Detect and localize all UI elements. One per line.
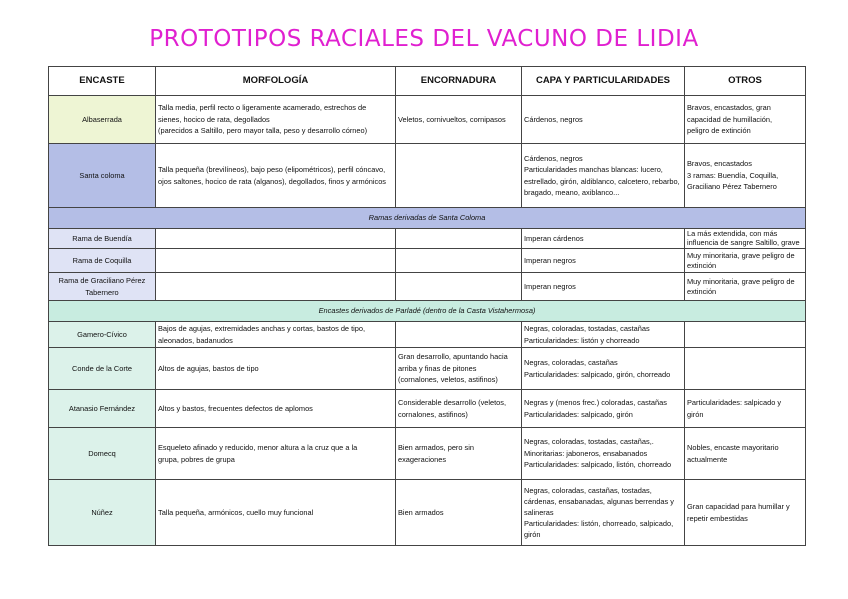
cell-text: Atanasio Fernández [68, 403, 136, 413]
cell-text: Muy minoritaria, grave peligro de [687, 250, 795, 260]
cell-encaste [49, 390, 156, 428]
cell-text: Graciliano Pérez Tabernero [687, 182, 777, 192]
cell-otros [685, 322, 806, 348]
cell-encaste [49, 348, 156, 390]
cell-text: Gamero-Cívico [77, 329, 127, 339]
section-row-parlade [49, 301, 806, 322]
cell-encornadura [396, 144, 522, 208]
cell-text: arriba y finas de pitones [398, 363, 477, 373]
cell-text: Particularidades: listón y chorreado [524, 335, 640, 345]
cell-encornadura [396, 322, 522, 348]
cell-text: La más extendida, con más [687, 229, 778, 238]
cell-text: Rama de Coquilla [72, 255, 132, 265]
cell-text: actualmente [687, 454, 728, 464]
cell-encornadura [396, 229, 522, 249]
header-encornadura: ENCORNADURA [396, 67, 522, 96]
cell-capa [522, 229, 685, 249]
header-morfologia: MORFOLOGÍA [156, 67, 396, 96]
cell-text: Talla pequeña (brevilíneos), bajo peso (elipométricos), perfil cóncavo, [158, 165, 386, 175]
cell-text: capacidad de humillación, [687, 114, 773, 124]
table-row-rama-buendia [49, 229, 806, 249]
cell-morfologia [156, 273, 396, 301]
cell-text: cornalones, astifinos) [398, 409, 468, 419]
cell-encaste [49, 480, 156, 546]
cell-encaste [49, 322, 156, 348]
section-title: Encastes derivados de Parladé (dentro de la Casta Vistahermosa) [49, 301, 806, 322]
cell-text: bragado, meano, axiblanco... [524, 187, 620, 197]
cell-encornadura [396, 273, 522, 301]
cell-text: (cornalones, veletos, astifinos) [398, 375, 498, 385]
cell-text: Particularidades manchas blancas: lucero, [524, 165, 663, 175]
table-row-rama-graciliano [49, 273, 806, 301]
cell-encaste [49, 428, 156, 480]
cell-otros [685, 249, 806, 273]
cell-otros [685, 273, 806, 301]
cell-capa [522, 348, 685, 390]
cell-otros [685, 96, 806, 144]
cell-text: Esqueleto afinado y reducido, menor altura a la cruz que a la [158, 443, 358, 453]
cell-text: Particularidades: salpicado, girón [524, 409, 633, 419]
cell-text: cárdenas, ensabanadas, algunas berrendas y [524, 496, 674, 506]
cell-text: Santa coloma [79, 170, 125, 180]
cell-otros [685, 144, 806, 208]
cell-text: Particularidades: listón, chorreado, salpicado, [524, 519, 674, 529]
cell-text: extinción [687, 286, 717, 296]
header-otros: OTROS [685, 67, 806, 96]
cell-text: ojos saltones, hocico de rata (alganos), degollados, finos y armónicos [158, 176, 387, 186]
cell-text: Veletos, cornivueltos, cornipasos [398, 114, 506, 124]
cell-text: Rama de Graciliano Pérez [58, 276, 146, 286]
cell-text: girón [687, 409, 704, 419]
cell-text: Particularidades: salpicado y [687, 398, 782, 408]
cell-encaste [49, 96, 156, 144]
cell-text: Particularidades: salpicado, listón, chorreado [524, 460, 672, 470]
cell-text: sienes, hocico de rata, degollados [158, 114, 270, 124]
cell-text: Talla media, perfil recto o ligeramente acamerado, estrechos de [158, 103, 367, 113]
table-row-gamero-civico [49, 322, 806, 348]
cell-encornadura [396, 249, 522, 273]
table-row-rama-coquilla [49, 249, 806, 273]
cell-text: Negras y (menos frec.) coloradas, castañas [524, 398, 667, 408]
cell-text: Tabernero [85, 287, 119, 297]
cell-encaste [49, 273, 156, 301]
cell-text: Cárdenos, negros [524, 153, 583, 163]
cell-text: Considerable desarrollo (veletos, [398, 398, 507, 408]
cell-text: Negras, coloradas, castañas, tostadas, [524, 485, 652, 495]
cell-text: estrellado, girón, aldiblanco, calcetero, rebarbo, [524, 176, 680, 186]
cell-morfologia [156, 144, 396, 208]
cell-encornadura [396, 96, 522, 144]
cell-otros [685, 390, 806, 428]
cell-text: extinción [687, 260, 717, 270]
section-row-santa-coloma [49, 208, 806, 229]
cell-otros [685, 229, 806, 249]
cell-text: Conde de la Corte [72, 363, 132, 373]
cell-text: Gran capacidad para humillar y [687, 502, 790, 512]
encastes-table [48, 66, 806, 546]
cell-otros [685, 428, 806, 480]
table-row-santa-coloma [49, 144, 806, 208]
cell-encaste [49, 249, 156, 273]
cell-text: Bravos, encastados [687, 159, 752, 169]
cell-text: girón [524, 530, 541, 540]
cell-text: Altos de agujas, bastos de tipo [158, 363, 259, 373]
table-row-nunez [49, 480, 806, 546]
cell-morfologia [156, 480, 396, 546]
cell-text: Bien armados [398, 507, 444, 517]
cell-text: Talla pequeña, armónicos, cuello muy funcional [158, 507, 314, 517]
cell-text: Particularidades: salpicado, girón, chorreado [524, 369, 671, 379]
cell-capa [522, 273, 685, 301]
header-encaste: ENCASTE [49, 67, 156, 96]
table-row-conde-de-la-corte [49, 348, 806, 390]
table-row-atanasio-fernandez [49, 390, 806, 428]
cell-text: Bajos de agujas, extremidades anchas y cortas, bastos de tipo, [158, 324, 366, 334]
cell-morfologia [156, 96, 396, 144]
cell-text: grupa, pobres de grupa [158, 454, 235, 464]
header-capa: CAPA Y PARTICULARIDADES [522, 67, 685, 96]
cell-text: Domecq [88, 448, 116, 458]
cell-text: Negras, coloradas, castañas [524, 358, 618, 368]
cell-morfologia [156, 322, 396, 348]
cell-capa [522, 480, 685, 546]
section-title: Ramas derivadas de Santa Coloma [49, 208, 806, 229]
cell-text: Gran desarrollo, apuntando hacia [398, 352, 508, 362]
cell-morfologia [156, 390, 396, 428]
cell-morfologia [156, 428, 396, 480]
cell-capa [522, 428, 685, 480]
cell-morfologia [156, 348, 396, 390]
cell-text: peligro de extinción [687, 126, 751, 136]
cell-text: (parecidos a Saltillo, pero mayor talla, peso y desarrollo córneo) [158, 126, 368, 136]
page-title: PROTOTIPOS RACIALES DEL VACUNO DE LIDIA [149, 26, 699, 52]
cell-encornadura [396, 480, 522, 546]
cell-otros [685, 348, 806, 390]
cell-morfologia [156, 249, 396, 273]
cell-text: Imperan cárdenos [524, 233, 584, 243]
table-row-albaserrada [49, 96, 806, 144]
cell-otros [685, 480, 806, 546]
cell-text: Muy minoritaria, grave peligro de [687, 276, 795, 286]
header-row [49, 67, 806, 96]
cell-capa [522, 144, 685, 208]
cell-morfologia [156, 229, 396, 249]
cell-encornadura [396, 390, 522, 428]
cell-capa [522, 249, 685, 273]
cell-text: Albaserrada [82, 114, 122, 124]
cell-capa [522, 390, 685, 428]
cell-encornadura [396, 428, 522, 480]
cell-text: Imperan negros [524, 255, 576, 265]
cell-text: Imperan negros [524, 281, 576, 291]
cell-text: influencia de sangre Saltillo, grave [687, 237, 800, 247]
table-row-domecq [49, 428, 806, 480]
cell-text: Bravos, encastados, gran [687, 103, 771, 113]
cell-text: Bien armados, pero sin [398, 443, 474, 453]
cell-text: Cárdenos, negros [524, 114, 583, 124]
cell-text: Núñez [91, 507, 113, 517]
cell-encaste [49, 144, 156, 208]
cell-text: Rama de Buendía [72, 233, 132, 243]
cell-text: Negras, coloradas, tostadas, castañas,. [524, 437, 654, 447]
cell-text: Negras, coloradas, tostadas, castañas [524, 324, 650, 334]
cell-capa [522, 96, 685, 144]
cell-text: salineras [524, 507, 554, 517]
cell-text: Minoritarias: jaboneros, ensabanados [524, 448, 648, 458]
cell-text: repetir embestidas [687, 513, 748, 523]
cell-encaste [49, 229, 156, 249]
cell-text: Altos y bastos, frecuentes defectos de aplomos [158, 403, 313, 413]
cell-text: 3 ramas: Buendía, Coquilla, [687, 170, 779, 180]
cell-encornadura [396, 348, 522, 390]
cell-text: aleonados, badanudos [158, 335, 233, 345]
cell-text: Nobles, encaste mayoritario [687, 443, 779, 453]
cell-text: exageraciones [398, 454, 447, 464]
cell-capa [522, 322, 685, 348]
